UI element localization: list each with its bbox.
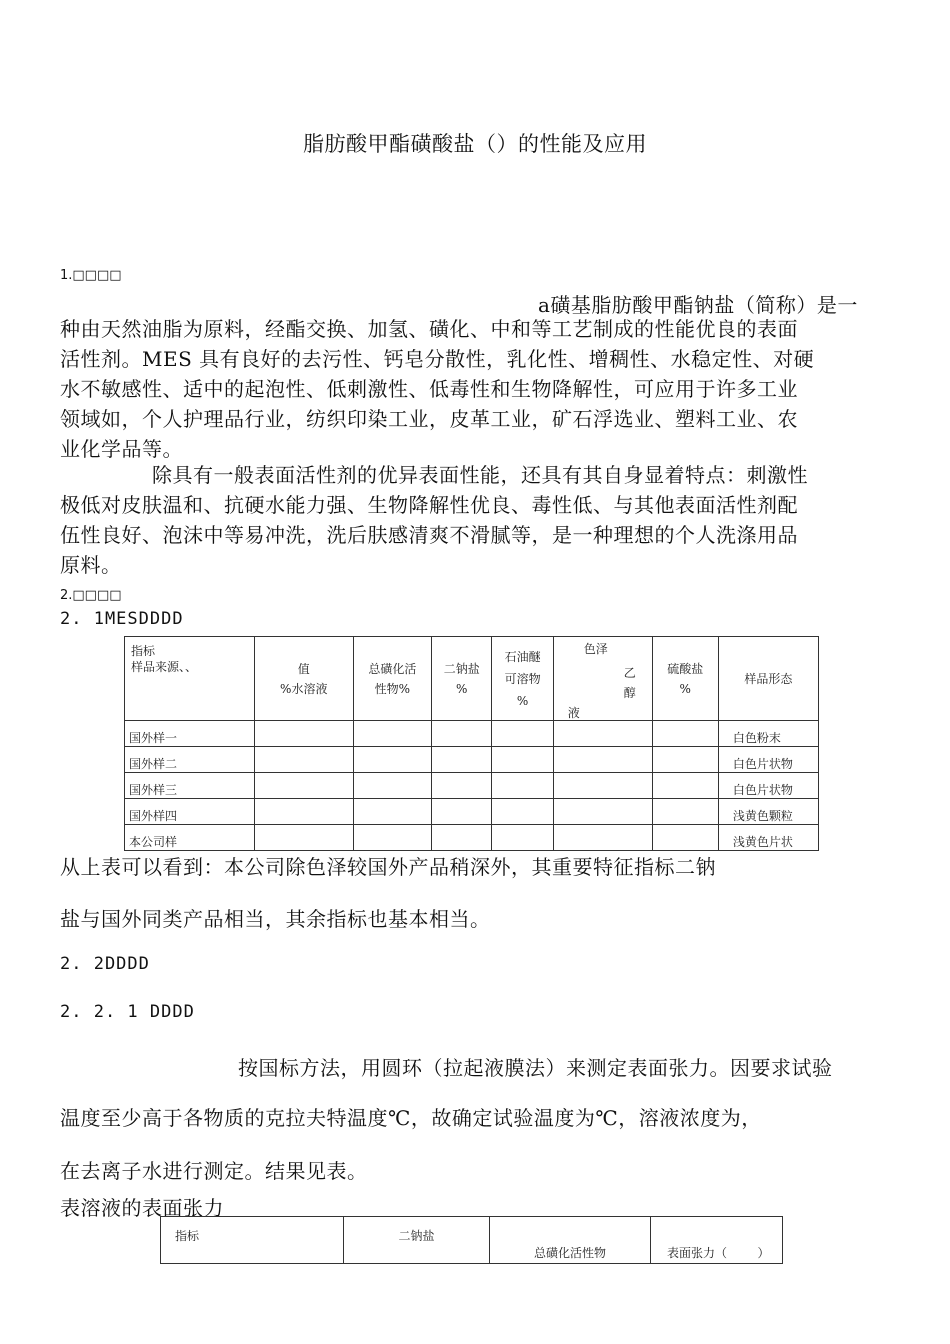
table-row [125,773,819,799]
table-header-cell: 二钠盐 % [432,637,492,721]
section-1-heading: 1.□□□□ [60,268,122,283]
section-2-2-1-line-2: 温度至少高于各物质的克拉夫特温度℃，故确定试验温度为℃，溶液浓度为， [60,1106,762,1130]
paragraph-line: 原料。 [60,553,122,577]
paragraph-line: 领域如，个人护理品行业，纺织印染工业，皮革工业，矿石浮选业、塑料工业、农 [60,407,798,431]
table-cell-form: 浅黄色片状 [718,825,818,851]
table-header-cell: 色泽 乙 醇 液 [553,637,652,721]
table-header-cell: 总磺化活 性物% [353,637,431,721]
table-row [125,825,819,851]
table-header-cell: 表面张力（ ） [651,1217,783,1264]
section-2-2-1-line-1: 按国标方法，用圆环（拉起液膜法）来测定表面张力。因要求试验 [238,1056,833,1080]
table-cell-source: 本公司样 [125,825,255,851]
paragraph-line: 水不敏感性、适中的起泡性、低刺激性、低毒性和生物降解性，可应用于许多工业 [60,377,798,401]
table-cell-source: 国外样二 [125,747,255,773]
page-title: 脂肪酸甲酯磺酸盐（）的性能及应用 [303,132,647,156]
section-1-paragraph-2 [60,460,900,580]
table-header-cell: 硫酸盐 % [652,637,718,721]
table-header-row [125,637,819,721]
table-header-cell: 指标 样品来源、、 [125,637,255,721]
paragraph-line: 业化学品等。 [60,437,183,461]
section-2-heading: 2.□□□□ [60,588,122,603]
section-2-2-heading: 2. 2DDDD [60,954,150,974]
paragraph-line: 伍性良好、泡沫中等易冲洗，洗后肤感清爽不滑腻等，是一种理想的个人洗涤用品 [60,523,798,547]
table-cell-form: 白色粉末 [718,721,818,747]
surface-tension-table-clip [160,1216,783,1344]
table-header-cell: 值 %水溶液 [254,637,353,721]
section-2-2-1-heading: 2. 2. 1 DDDD [60,1002,195,1022]
section-1-intro: a磺基脂肪酸甲酯钠盐（简称）是一 [538,293,858,317]
table-row [125,799,819,825]
table-row [125,721,819,747]
mes-spec-table [124,636,819,851]
surface-tension-table [160,1216,783,1264]
paragraph-line: 极低对皮肤温和、抗硬水能力强、生物降解性优良、毒性低、与其他表面活性剂配 [60,493,798,517]
section-1-paragraph-1 [60,314,900,464]
table-cell-source: 国外样三 [125,773,255,799]
paragraph-line: 除具有一般表面活性剂的优异表面性能，还具有其自身显着特点：刺激性 [152,463,808,487]
table-header-cell: 样品形态 [718,637,818,721]
section-2-1-conclusion-line-2: 盐与国外同类产品相当，其余指标也基本相当。 [60,907,491,931]
section-2-1-heading: 2. 1MESDDDD [60,609,184,629]
table-row [125,747,819,773]
table-header-row [161,1217,783,1264]
table-cell-source: 国外样一 [125,721,255,747]
table-header-cell: 石油醚 可溶物 % [492,637,553,721]
table-header-cell: 总磺化活性物 [490,1217,651,1264]
section-2-1-conclusion-line-1: 从上表可以看到：本公司除色泽较国外产品稍深外，其重要特征指标二钠 [60,855,716,879]
table-header-cell: 二钠盐 [344,1217,490,1264]
table-cell-form: 白色片状物 [718,747,818,773]
paragraph-line: 活性剂。MES 具有良好的去污性、钙皂分散性，乳化性、增稠性、水稳定性、对硬 [60,347,815,371]
section-2-2-1-line-3: 在去离子水进行测定。结果见表。 [60,1159,368,1183]
table-header-cell: 指标 [161,1217,344,1264]
paragraph-line: 种由天然油脂为原料，经酯交换、加氢、磺化、中和等工艺制成的性能优良的表面 [60,317,798,341]
table-cell-source: 国外样四 [125,799,255,825]
table-cell-form: 浅黄色颗粒 [718,799,818,825]
table-2-caption: 表溶液的表面张力 [60,1196,224,1220]
table-cell-form: 白色片状物 [718,773,818,799]
